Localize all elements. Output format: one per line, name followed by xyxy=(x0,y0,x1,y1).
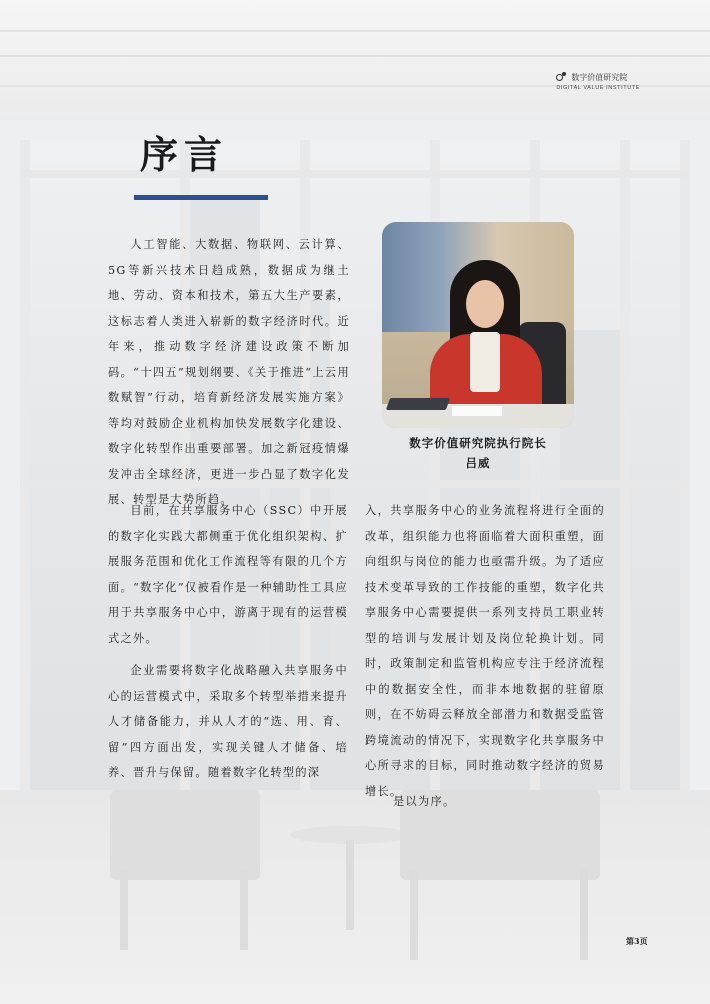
logo-mark-icon xyxy=(556,74,567,81)
photo-caption xyxy=(382,433,574,473)
logo-name: 数字价值研究院 xyxy=(571,73,628,82)
title-underline xyxy=(134,195,268,200)
paragraph-transformation: 入，共享服务中心的业务流程将进行全面的改革，组织能力也将面临着大面积重塑，面向组织与岗位的能力也亟需升级。为了适应技术变革导致的工作技能的重塑，数字化共享服务中心需要提供一系列支持员工职业转型的培训与发展计划及岗位轮换计划。同时，政策制定和监管机构应专注于经济流程中的数据安全性，而非本地数据的驻留原则，在不妨碍云释放全部潜力和数据受监管跨境流动的情况下，实现数字化共享服务中心所寻求的目标，同时推动数字经济的贸易增长。 xyxy=(365,504,605,798)
caption-title: 数字价值研究院执行院长 xyxy=(409,436,547,450)
paragraph-talent-strategy: 企业需要将数字化战略融入共享服务中心的运营模式中，采取多个转型举措来提升人才储备能力，并从人才的“选、用、育、留”四方面出发，实现关键人才储备、培养、晋升与保留。随着数字化转型的深 xyxy=(108,664,348,779)
closing-line: 是以为序。 xyxy=(393,795,456,808)
caption-name: 吕威 xyxy=(465,456,491,470)
institute-logo xyxy=(556,72,640,91)
logo-english-name: DIGITAL VALUE INSTITUTE xyxy=(556,85,640,91)
paragraph-intro: 人工智能、大数据、物联网、云计算、5G等新兴技术日趋成熟，数据成为继土地、劳动、资本和技术，第五大生产要素，这标志着人类进入崭新的数字经济时代。近年来，推动数字经济建设政策不断加码。“十四五”规划纲要、《关于推进“上云用数赋智”行动，培育新经济发展实施方案》等均对鼓励企业机构加快发展数字化建设、数字化转型作出重要部署。加之新冠疫情爆发冲击全球经济，更进一步凸显了数字化发展、转型是大势所趋。 xyxy=(108,238,350,506)
paragraph-ssc-current: 目前，在共享服务中心（SSC）中开展的数字化实践大都侧重于优化组织架构、扩展服务范围和优化工作流程等有限的几个方面。“数字化”仅被看作是一种辅助性工具应用于共享服务中心中，游离于现有的运营模式之外。 xyxy=(108,504,348,645)
page-title: 序言 xyxy=(140,132,229,177)
page-number: 第3页 xyxy=(626,936,648,946)
portrait-photo xyxy=(382,222,574,428)
